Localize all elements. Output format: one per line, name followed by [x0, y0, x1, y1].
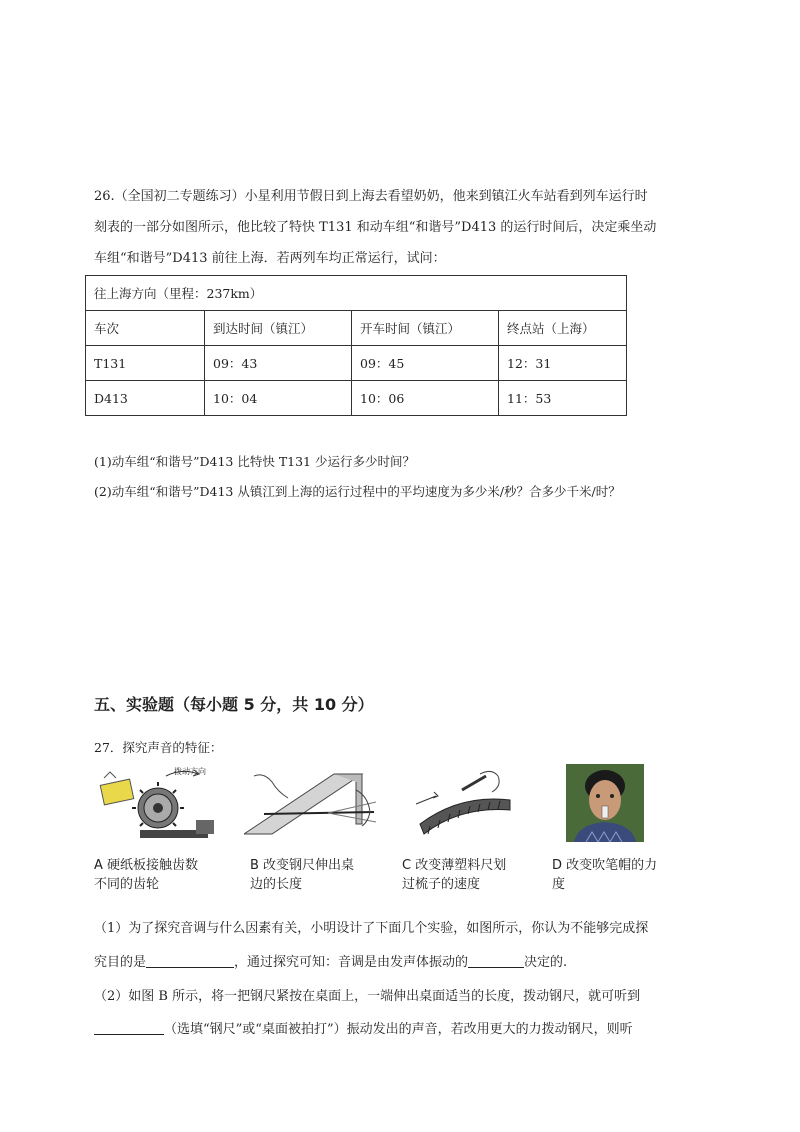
cell-depart: 09：45 [352, 346, 499, 381]
q27-part1-line1: （1）为了探究音调与什么因素有关，小明设计了下面几个实验，如图所示，你认为不能够完成探 [94, 921, 649, 936]
q26-line-3: 车组“和谐号”D413 前往上海．若两列车均正常运行，试问： [94, 251, 446, 266]
header-train: 车次 [86, 311, 205, 346]
header-arrive: 到达时间（镇江） [205, 311, 352, 346]
section-heading: 五、实验题（每小题 5 分，共 10 分） [94, 695, 374, 714]
figure-d-caption-line1: D 改变吹笔帽的力 [552, 858, 658, 873]
cell-terminal: 12：31 [499, 346, 627, 381]
q27-part1-text-a: 究目的是 [94, 955, 147, 970]
q26-subquestion-1: (1)动车组“和谐号”D413 比特快 T131 少运行多少时间？ [94, 454, 415, 469]
timetable-header-row [86, 311, 627, 346]
cell-train: T131 [86, 346, 205, 381]
figure-a-caption [94, 856, 198, 894]
figure-a-caption-line1: A 硬纸板接触齿数 [94, 858, 199, 873]
timetable-direction: 往上海方向（里程：237km） [86, 276, 627, 311]
q27-title: 27．探究声音的特征： [94, 740, 223, 755]
q27-part2-text: （选填“钢尺”或“桌面被拍打”）振动发出的声音，若改用更大的力拨动钢尺，则听 [164, 1022, 633, 1037]
header-depart: 开车时间（镇江） [352, 311, 499, 346]
figure-b-caption-line1: B 改变钢尺伸出桌 [250, 858, 355, 873]
q26-line-1: 26.（全国初二专题练习）小星利用节假日到上海去看望奶奶，他来到镇江火车站看到列车运行时 [94, 189, 648, 204]
cell-train: D413 [86, 381, 205, 416]
q26-line-2: 刻表的一部分如图所示，他比较了特快 T131 和动车组“和谐号”D413 的运行时间后，决定乘坐动 [94, 220, 657, 235]
answer-blank-3[interactable] [94, 1020, 164, 1035]
figure-d-caption-line2: 度 [552, 877, 566, 892]
figure-b-ruler [244, 764, 384, 850]
figure-a-caption-line2: 不同的齿轮 [94, 877, 160, 892]
answer-blank-1[interactable] [146, 953, 234, 968]
q27-part1-text-b: ，通过探究可知：音调是由发声体振动的 [234, 955, 469, 970]
figure-b-caption-line2: 边的长度 [250, 877, 303, 892]
figure-a-gear [96, 764, 222, 850]
q26-subquestion-2: (2)动车组“和谐号”D413 从镇江到上海的运行过程中的平均速度为多少米/秒？合多少千米/时？ [94, 484, 621, 499]
q27-part1-text-c: 决定的. [524, 955, 568, 970]
figure-c-caption-line1: C 改变薄塑料尺划 [402, 858, 507, 873]
cell-arrive: 10：04 [205, 381, 352, 416]
train-timetable [85, 275, 627, 416]
q27-part1-line2 [94, 951, 567, 970]
figure-d-boy-photo [566, 764, 644, 842]
cell-arrive: 09：43 [205, 346, 352, 381]
figure-d-caption [552, 856, 657, 894]
q27-part2-line2 [94, 1018, 633, 1037]
cell-depart: 10：06 [352, 381, 499, 416]
turn-direction-label: 拨动方向 [174, 767, 206, 776]
table-row [86, 381, 627, 416]
figure-c-comb [410, 764, 520, 850]
figure-b-caption [250, 856, 354, 894]
answer-blank-2[interactable] [468, 953, 524, 968]
figure-c-caption-line2: 过梳子的速度 [402, 877, 481, 892]
q27-part2-line1: （2）如图 B 所示，将一把钢尺紧按在桌面上，一端伸出桌面适当的长度，拨动钢尺，就可听到 [94, 989, 641, 1004]
cell-terminal: 11：53 [499, 381, 627, 416]
table-row [86, 346, 627, 381]
header-terminal: 终点站（上海） [499, 311, 627, 346]
figure-c-caption [402, 856, 506, 894]
timetable-direction-row [86, 276, 627, 311]
